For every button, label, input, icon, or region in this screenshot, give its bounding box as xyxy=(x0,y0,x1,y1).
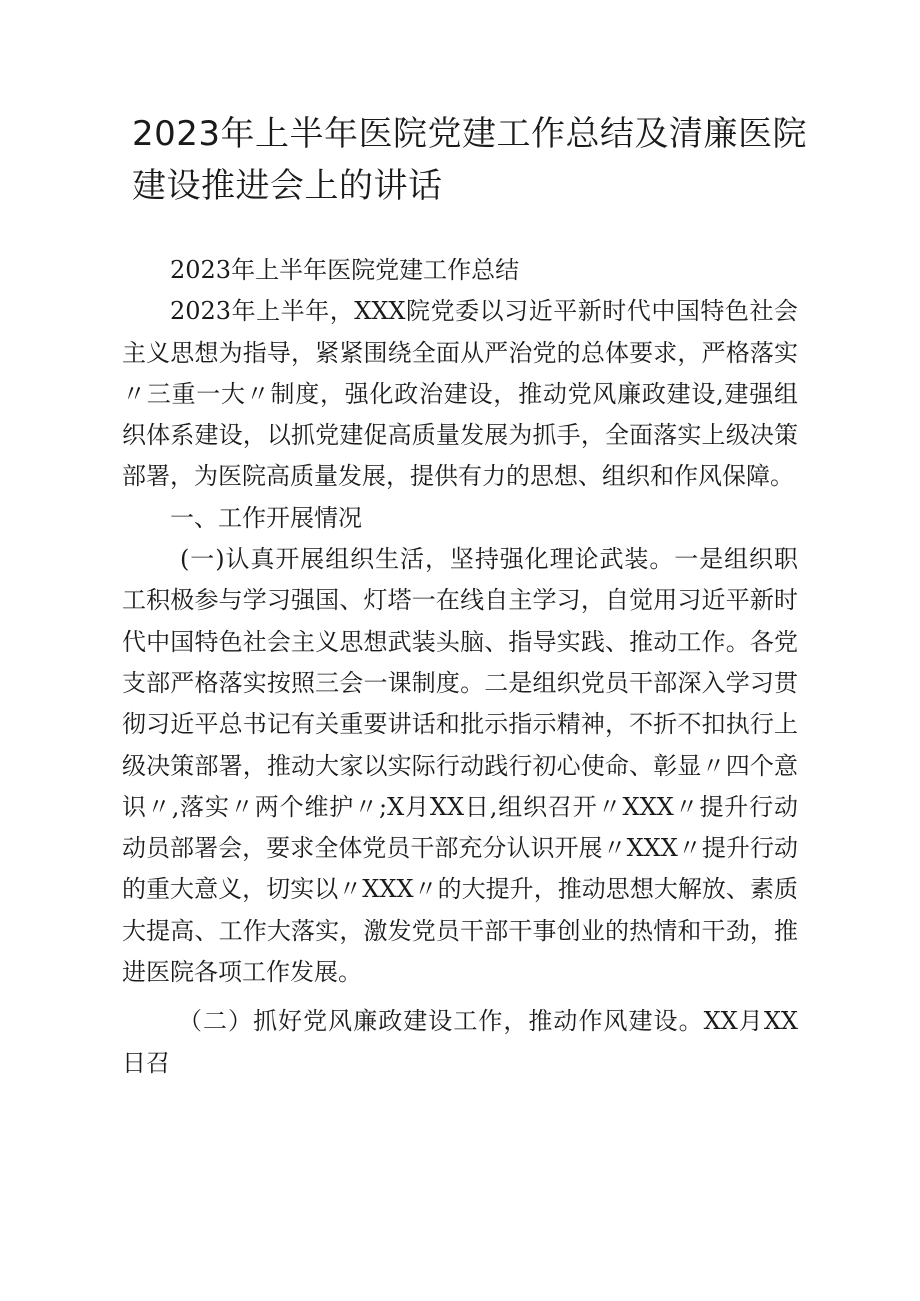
document-title: 2023年上半年医院党建工作总结及清廉医院建设推进会上的讲话 xyxy=(132,114,808,206)
heading-work-status: 一、工作开展情况 xyxy=(170,503,362,532)
subsection-1-paragraph: (一)认真开展组织生活，坚持强化理论武装。一是组织职工积极参与学习强国、灯塔一在线自主学习，自觉用习近平新时代中国特色社会主义思想武装头脑、指导实践、推动工作。各党支部严格落实按照三会一课制度。二是组织党员干部深入学习贯彻习近平总书记有关重要讲话和批示指示精神，不折不扣执行上级决策部署，推动大家以实际行动践行初心使命、彰显〃四个意识〃,落实〃两个维护〃;X月XX日,组织召开〃XXX〃提升行动动员部署会，要求全体党员干部充分认识开展〃XXX〃提升行动的重大意义，切实以〃XXX〃的大提升，推动思想大解放、素质大提高、工作大落实，激发党员干部干事创业的热情和干劲，推进医院各项工作发展。 xyxy=(122,545,798,987)
subsection-2-paragraph: （二）抓好党风廉政建设工作，推动作风建设。XX月XX日召 xyxy=(122,1007,798,1077)
intro-paragraph: 2023年上半年，XXX院党委以习近平新时代中国特色社会主义思想为指导，紧紧围绕全面从严治党的总体要求，严格落实〃三重一大〃制度，强化政治建设，推动党风廉政建设,建强组织体系建设，以抓党建促高质量发展为抓手，全面落实上级决策部署，为医院高质量发展，提供有力的思想、组织和作风保障。 xyxy=(122,297,798,491)
document-body xyxy=(122,250,798,1084)
section-title: 2023年上半年医院党建工作总结 xyxy=(170,256,520,284)
